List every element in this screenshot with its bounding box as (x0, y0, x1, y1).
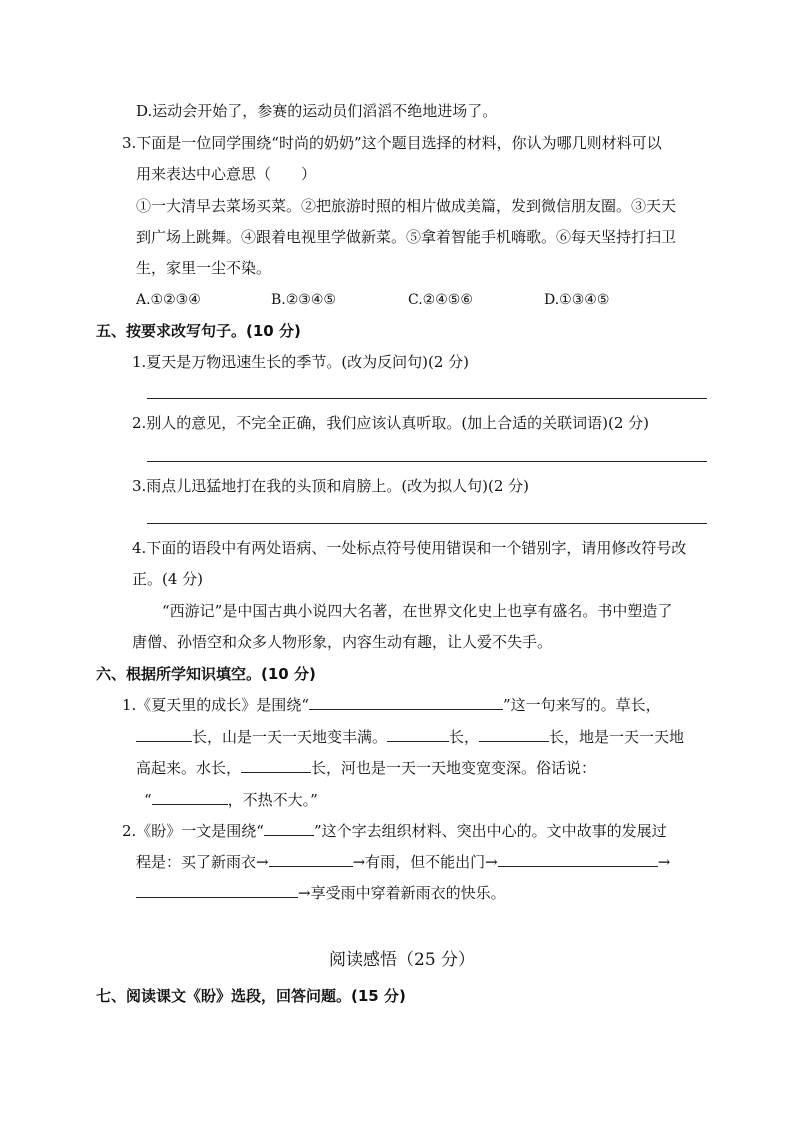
s5-q3-answer-line[interactable] (147, 523, 707, 524)
s6-q2-line3 (136, 883, 506, 903)
s5-q4-line2: 正。(4 分) (132, 570, 204, 588)
s6-q1-line3 (136, 758, 596, 778)
reading-section-title: 阅读感悟（25 分） (329, 950, 476, 970)
s6-q1-text-g: 长，河也是一天一天地变宽变深。俗话说： (311, 759, 597, 777)
s6-q2-blank-4[interactable] (136, 883, 298, 898)
q3-material-line1: ①一大清早去菜场买菜。②把旅游时照的相片做成美篇，发到微信朋友圈。③天天 (136, 197, 677, 215)
s6-q2-text-c: 程是：买了新雨衣→ (136, 853, 269, 871)
s6-q2-text-a: 2.《盼》一文是围绕“ (122, 822, 264, 840)
s6-q2-blank-1[interactable] (264, 821, 314, 836)
s5-q2-answer-line[interactable] (147, 461, 707, 462)
s6-q1-blank-5[interactable] (241, 758, 311, 773)
s6-q2-text-e: → (657, 853, 671, 871)
s6-q1-text-a: 1.《夏天里的成长》是围绕“ (122, 696, 309, 714)
s6-q1-blank-1[interactable] (309, 695, 503, 710)
s6-q1-text-f: 高起来。水长， (136, 759, 242, 777)
choice-b: B.②③④⑤ (271, 292, 336, 308)
section-5-heading: 五、按要求改写句子。(10 分) (96, 322, 301, 340)
s6-q1-line2 (136, 727, 684, 747)
s6-q1-text-c: 长，山是一天一天地变丰满。 (192, 728, 388, 746)
s6-q1-blank-2[interactable] (136, 727, 192, 742)
s5-paragraph-line2: 唐僧、孙悟空和众多人物形象，内容生动有趣，让人爱不失手。 (132, 633, 553, 651)
s5-q4-line1: 4.下面的语段中有两处语病、一处标点符号使用错误和一个错别字，请用修改符号改 (132, 539, 687, 557)
s5-q1-answer-line[interactable] (147, 398, 707, 399)
s6-q2-text-d: →有雨，但不能出门→ (352, 853, 498, 871)
s5-q1: 1.夏天是万物迅速生长的季节。(改为反问句)(2 分) (132, 353, 470, 371)
s6-q2-blank-3[interactable] (498, 852, 658, 867)
s6-q1-blank-4[interactable] (479, 727, 549, 742)
s6-q1-text-d: 长， (449, 728, 480, 746)
s6-q2-line1 (122, 821, 667, 841)
q3-prompt-line2: 用来表达中心意思（ ） (136, 165, 317, 183)
s5-q3: 3.雨点儿迅猛地打在我的头顶和肩膀上。(改为拟人句)(2 分) (132, 477, 530, 495)
s6-q1-blank-3[interactable] (387, 727, 449, 742)
s6-q2-line2 (136, 852, 670, 872)
s6-q2-text-f: →享受雨中穿着新雨衣的快乐。 (298, 884, 506, 902)
q3-prompt-line1: 3.下面是一位同学围绕“时尚的奶奶”这个题目选择的材料，你认为哪几则材料可以 (122, 134, 662, 152)
s6-q1-text-e: 长，地是一天一天地 (549, 728, 685, 746)
s5-paragraph-line1: “西游记”是中国古典小说四大名著，在世界文化史上也享有盛名。书中塑造了 (162, 602, 673, 620)
option-d-text: D.运动会开始了，参赛的运动员们滔滔不绝地进场了。 (136, 102, 498, 120)
choice-c: C.②④⑤⑥ (408, 292, 473, 308)
section-7-heading: 七、阅读课文《盼》选段，回答问题。(15 分) (96, 987, 406, 1005)
s6-q1-blank-6[interactable] (152, 790, 228, 805)
s6-q1-text-i: ，不热不大。” (227, 791, 318, 809)
s6-q2-text-b: ”这个字去组织材料、突出中心的。文中故事的发展过 (313, 822, 667, 840)
q3-material-line3: 生，家里一尘不染。 (136, 259, 272, 277)
s6-q1-text-h: “ (144, 791, 152, 809)
s6-q1-line1 (122, 695, 661, 715)
s5-q2: 2.别人的意见，不完全正确，我们应该认真听取。(加上合适的关联词语)(2 分) (132, 414, 650, 432)
q3-material-line2: 到广场上跳舞。④跟着电视里学做新菜。⑤拿着智能手机嗨歌。⑥每天坚持打扫卫 (136, 228, 677, 246)
section-6-heading: 六、根据所学知识填空。(10 分) (96, 665, 316, 683)
choice-a: A.①②③④ (136, 292, 201, 308)
choice-d: D.①③④⑤ (544, 292, 610, 308)
s6-q1-line4 (144, 790, 318, 810)
s6-q1-text-b: ”这一句来写的。草长， (502, 696, 661, 714)
s6-q2-blank-2[interactable] (269, 852, 353, 867)
